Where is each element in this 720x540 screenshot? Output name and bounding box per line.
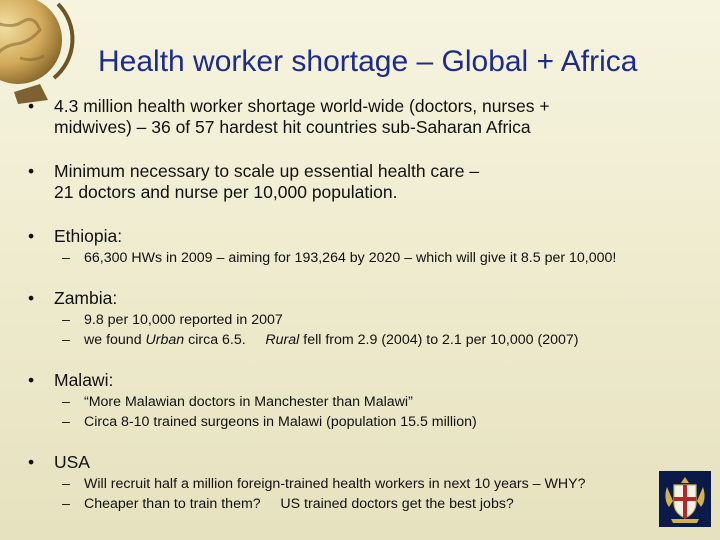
dash-marker: – xyxy=(62,414,70,430)
bullet-text: Malawi: xyxy=(54,370,114,390)
bullet-malawi xyxy=(26,370,706,391)
bullet-marker: • xyxy=(28,288,35,308)
bullet-zambia xyxy=(26,288,706,309)
university-crest-icon xyxy=(659,471,711,527)
bullet-text: Ethiopia: xyxy=(54,226,123,246)
bullet-text: Zambia: xyxy=(54,288,118,308)
sub-bullet-ethiopia-1 xyxy=(26,248,706,268)
rural-label: Rural xyxy=(265,332,300,348)
sub-bullet-text: “More Malawian doctors in Manchester than Malawi” xyxy=(84,394,413,410)
text-part: we found xyxy=(84,332,146,348)
bullet-text-line: 21 doctors and nurse per 10,000 population. xyxy=(54,182,398,202)
sub-bullet-text: 66,300 HWs in 2009 – aiming for 193,264 by 2020 – which will give it 8.5 per 10,000! xyxy=(84,250,617,266)
slide-title: Health worker shortage – Global + Africa xyxy=(98,45,638,78)
bullet-marker: • xyxy=(28,452,35,472)
text-part: circa 6.5. xyxy=(184,332,266,348)
bullet-marker: • xyxy=(28,226,35,246)
dash-marker: – xyxy=(62,250,70,266)
dash-marker: – xyxy=(62,394,70,410)
dash-marker: – xyxy=(62,476,70,492)
sub-bullet-usa-2 xyxy=(26,494,706,514)
bullet-text-line: Minimum necessary to scale up essential health care – xyxy=(54,161,480,181)
bullet-text: USA xyxy=(54,452,90,472)
bullet-marker: • xyxy=(28,161,35,181)
sub-bullet-text xyxy=(84,332,579,348)
sub-bullet-malawi-2 xyxy=(26,412,706,432)
sub-bullet-text: Circa 8-10 trained surgeons in Malawi (population 15.5 million) xyxy=(84,414,477,430)
bullet-marker: • xyxy=(28,96,35,116)
sub-bullet-text: Cheaper than to train them? US trained doctors get the best jobs? xyxy=(84,496,514,512)
urban-label: Urban xyxy=(145,332,185,348)
globe-icon xyxy=(0,0,80,105)
dash-marker: – xyxy=(62,312,70,328)
bullet-usa xyxy=(26,452,706,473)
bullet-text-line: 4.3 million health worker shortage world-wide (doctors, nurses + xyxy=(54,96,550,116)
bullet-text-line: midwives) – 36 of 57 hardest hit countries sub-Saharan Africa xyxy=(54,117,531,137)
sub-bullet-usa-1 xyxy=(26,474,706,494)
dash-marker: – xyxy=(62,332,70,348)
bullet-minimum-necessary xyxy=(26,161,706,203)
sub-bullet-malawi-1 xyxy=(26,392,706,412)
bullet-global-shortage xyxy=(26,96,706,138)
text-part: fell from 2.9 (2004) to 2.1 per 10,000 (2007) xyxy=(299,332,579,348)
bullet-marker: • xyxy=(28,370,35,390)
sub-bullet-text: 9.8 per 10,000 reported in 2007 xyxy=(84,312,283,328)
sub-bullet-zambia-1 xyxy=(26,310,706,330)
bullet-ethiopia xyxy=(26,226,706,247)
sub-bullet-text: Will recruit half a million foreign-trained health workers in next 10 years – WHY? xyxy=(84,476,586,492)
dash-marker: – xyxy=(62,496,70,512)
slide-content xyxy=(26,96,706,514)
sub-bullet-zambia-2 xyxy=(26,330,706,350)
